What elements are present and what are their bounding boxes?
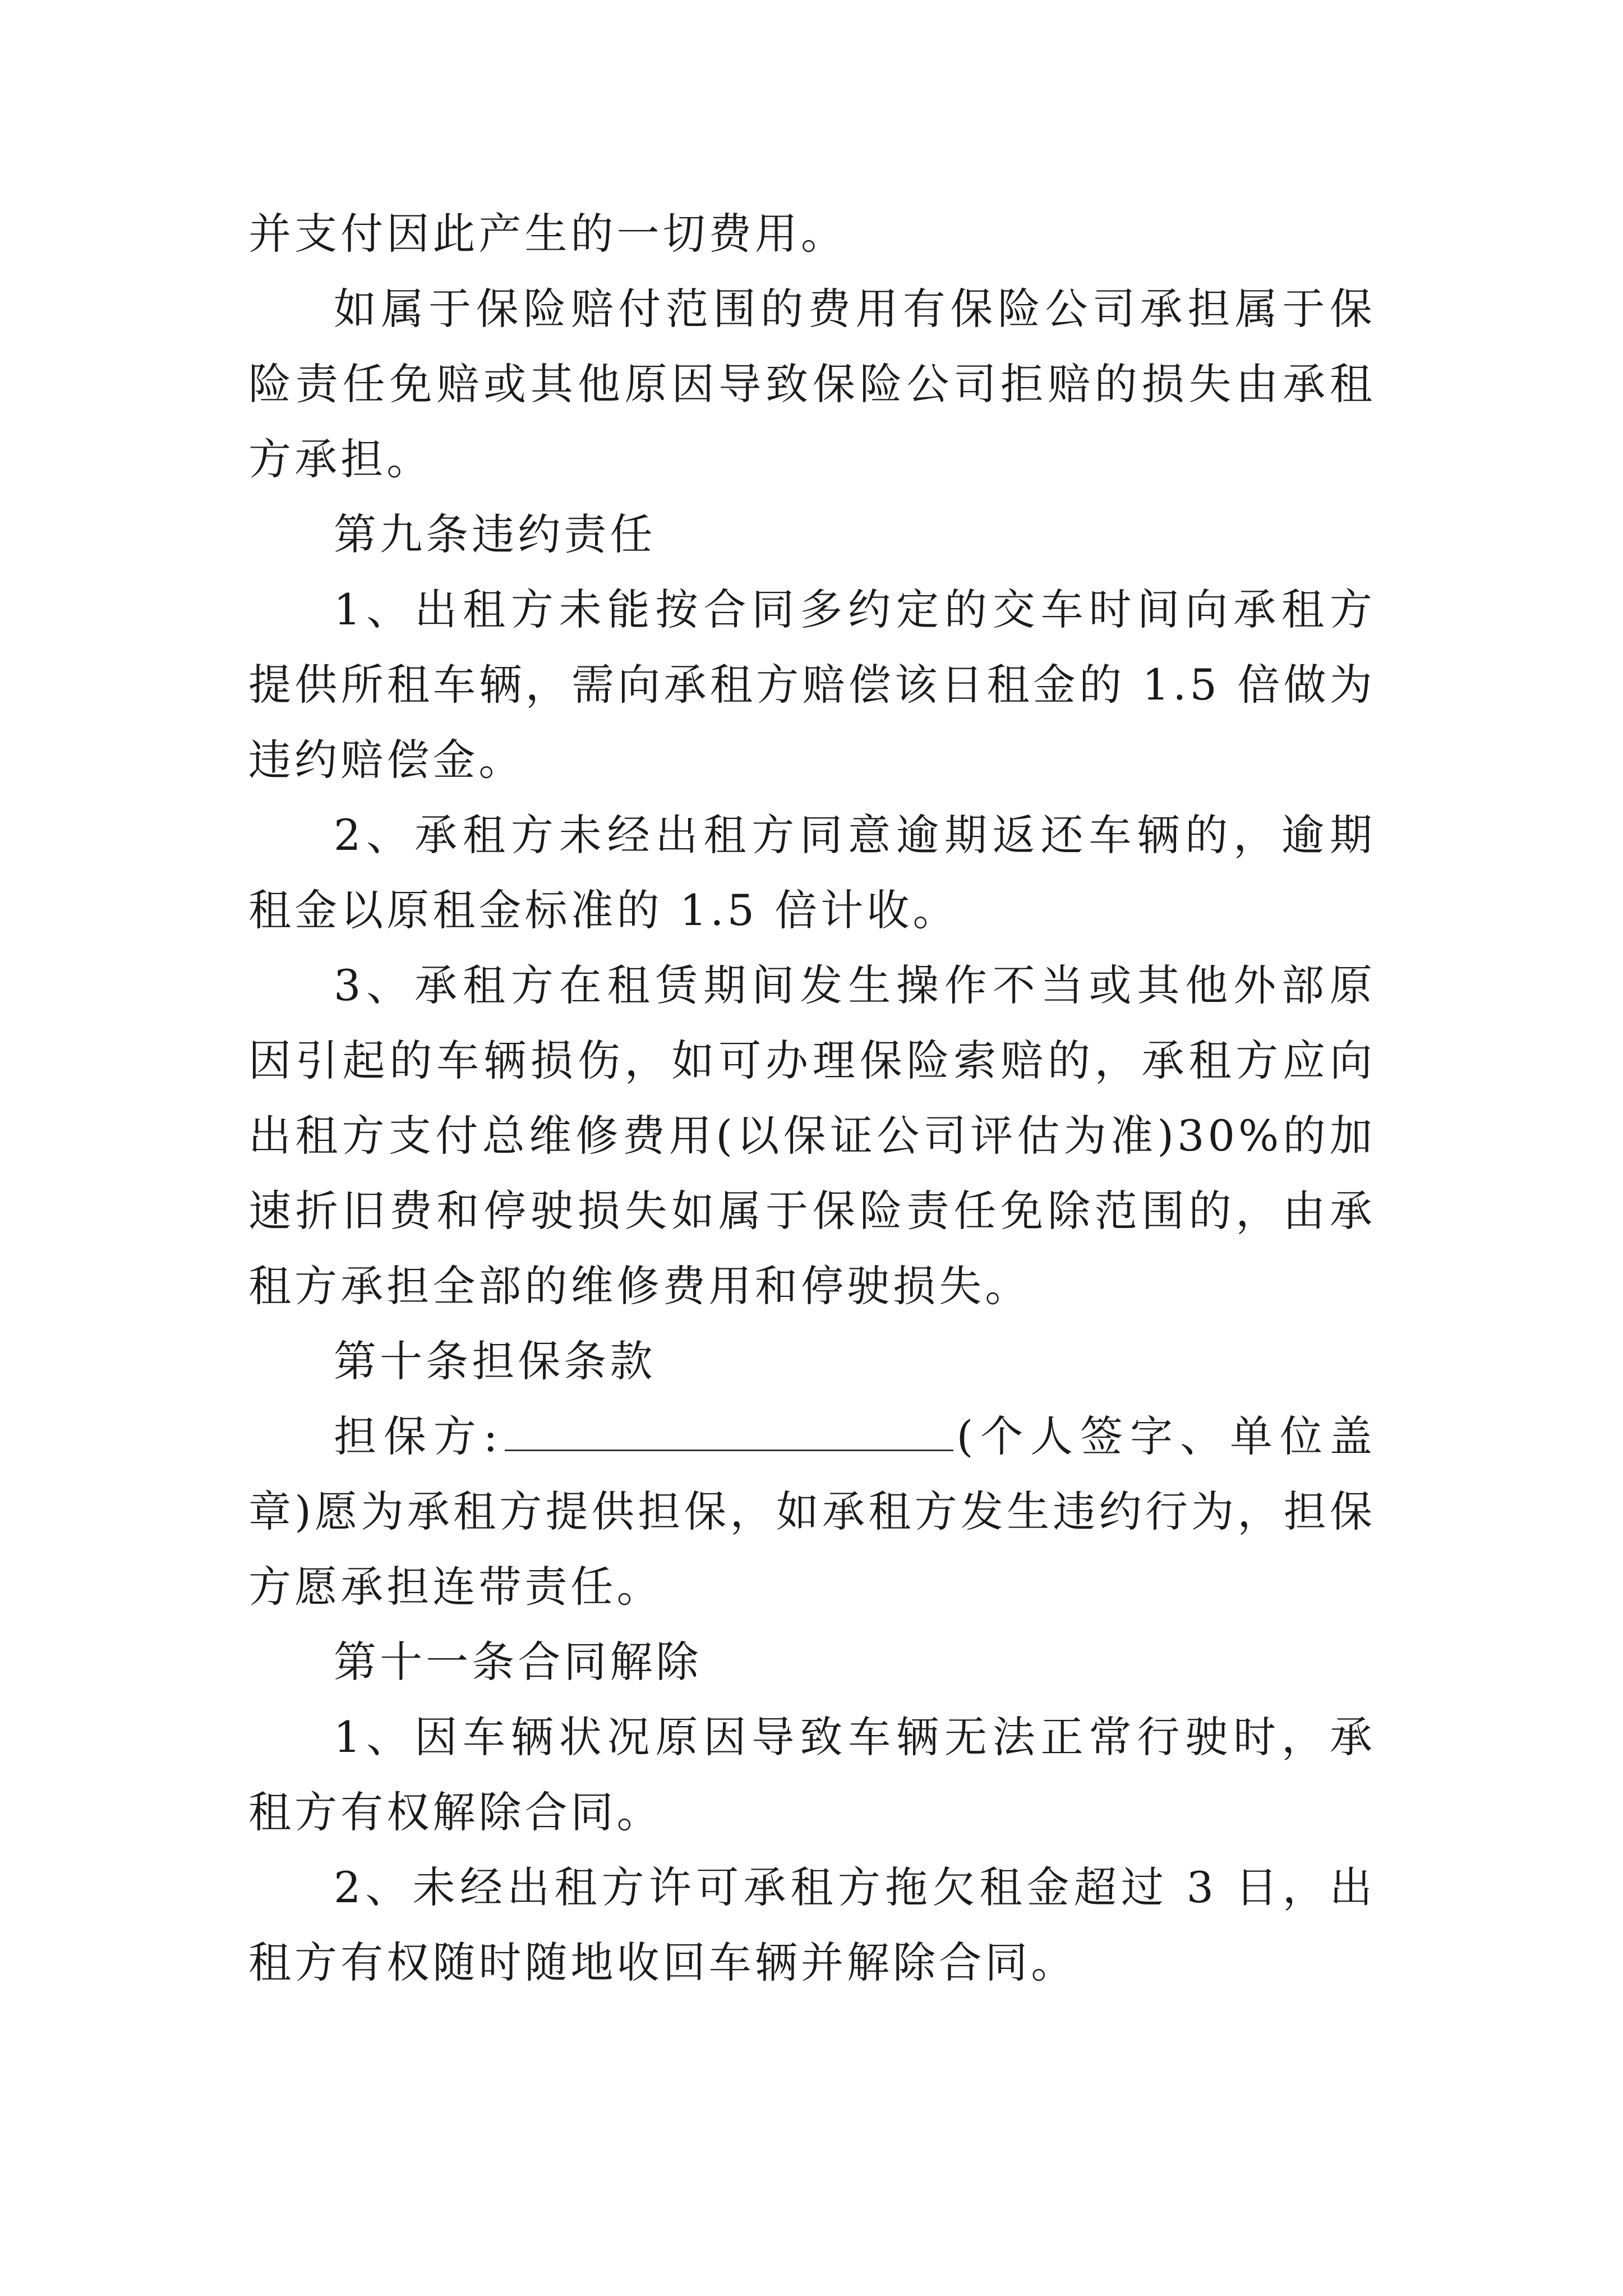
paragraph-fee-payment: 并支付因此产生的一切费用。 bbox=[248, 209, 847, 259]
guarantor-signature-blank bbox=[505, 1410, 953, 1451]
article-11-heading: 第十一条合同解除 bbox=[334, 1637, 702, 1687]
guarantor-text: 愿为承租方提供担保，如承租方发生违约行为，担保方愿承担连带责任。 bbox=[248, 1487, 1376, 1612]
article-9-item-1: 1、出租方未能按合同多约定的交车时间向承租方提供所租车辆，需向承租方赔偿该日租金的 1.5 倍做为违约赔偿金。 bbox=[248, 585, 1376, 785]
article-11-item-2: 2、未经出租方许可承租方拖欠租金超过 3 日，出租方有权随时随地收回车辆并解除合同。 bbox=[248, 1862, 1376, 1987]
document-body bbox=[248, 196, 1376, 2000]
guarantor-paragraph bbox=[248, 1399, 1376, 1625]
article-9-item-3: 3、承租方在租赁期间发生操作不当或其他外部原因引起的车辆损伤，如可办理保险索赔的，承租方应向出租方支付总维修费用(以保证公司评估为准)30%的加速折旧费和停驶损失如属于保险责任免除范围的，由承租方承担全部的维修费用和停驶损失。 bbox=[248, 960, 1376, 1311]
article-9-heading: 第九条违约责任 bbox=[334, 509, 656, 559]
paragraph-insurance: 如属于保险赔付范围的费用有保险公司承担属于保险责任免赔或其他原因导致保险公司拒赔的损失由承租方承担。 bbox=[248, 284, 1376, 484]
article-11-item-1: 1、因车辆状况原因导致车辆无法正常行驶时，承租方有权解除合同。 bbox=[248, 1712, 1376, 1837]
guarantor-suffix: (个人签字、单位盖章) bbox=[248, 1411, 1376, 1536]
guarantor-label: 担保方: bbox=[334, 1411, 501, 1461]
article-10-heading: 第十条担保条款 bbox=[334, 1336, 656, 1386]
article-9-item-2: 2、承租方未经出租方同意逾期返还车辆的，逾期租金以原租金标准的 1.5 倍计收。 bbox=[248, 810, 1376, 935]
